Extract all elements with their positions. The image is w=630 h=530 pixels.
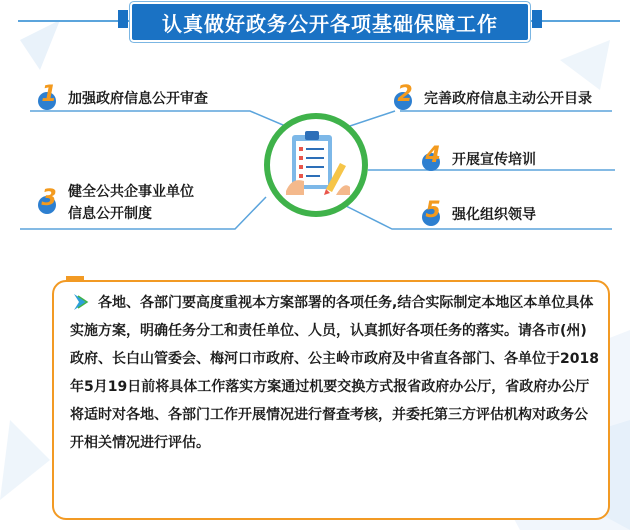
item-label: 加强政府信息公开审查 — [68, 91, 208, 107]
center-circle — [264, 113, 368, 217]
number-badge — [36, 82, 62, 112]
item-number: 4 — [425, 143, 441, 168]
number-badge — [392, 82, 418, 112]
body-paragraph: 各地、各部门要高度重视本方案部署的各项任务,结合实际制定本地区本单位具体实施方案，明确任务分工和责任单位、人员，认真抓好各项任务的落实。请各市(州)政府、长白山管委会、梅河口市政府、公主岭市政府及中省直各部门、各单位于2018年5月19日前将具体工作落实方案通过机要交换方式报省政府办公厅，省政府办公厅将适时对各地、各部门工作开展情况进行督查考核，并委托第三方评估机构对政务公开相关情况进行评估。 — [70, 295, 599, 451]
number-badge — [36, 186, 62, 216]
item-number: 5 — [425, 198, 441, 223]
item-number: 3 — [41, 186, 57, 211]
item-label-line-2: 信息公开制度 — [68, 206, 152, 222]
list-item-1 — [36, 82, 208, 112]
list-item-3 — [36, 181, 194, 225]
number-badge — [420, 143, 446, 173]
item-label: 开展宣传培训 — [452, 152, 536, 168]
item-label — [68, 181, 194, 225]
list-item-4 — [420, 143, 536, 173]
clipboard-checklist-icon — [270, 119, 362, 211]
item-label: 强化组织领导 — [452, 207, 536, 223]
text-box-tab — [66, 276, 84, 282]
number-badge — [420, 198, 446, 228]
item-label: 完善政府信息主动公开目录 — [424, 91, 592, 107]
item-number: 2 — [397, 82, 413, 107]
list-item-2 — [392, 82, 592, 112]
item-label-line-1: 健全公共企事业单位 — [68, 184, 194, 200]
item-number: 1 — [41, 82, 57, 107]
page-title: 认真做好政务公开各项基础保障工作 — [162, 11, 498, 36]
list-item-5 — [420, 198, 536, 228]
